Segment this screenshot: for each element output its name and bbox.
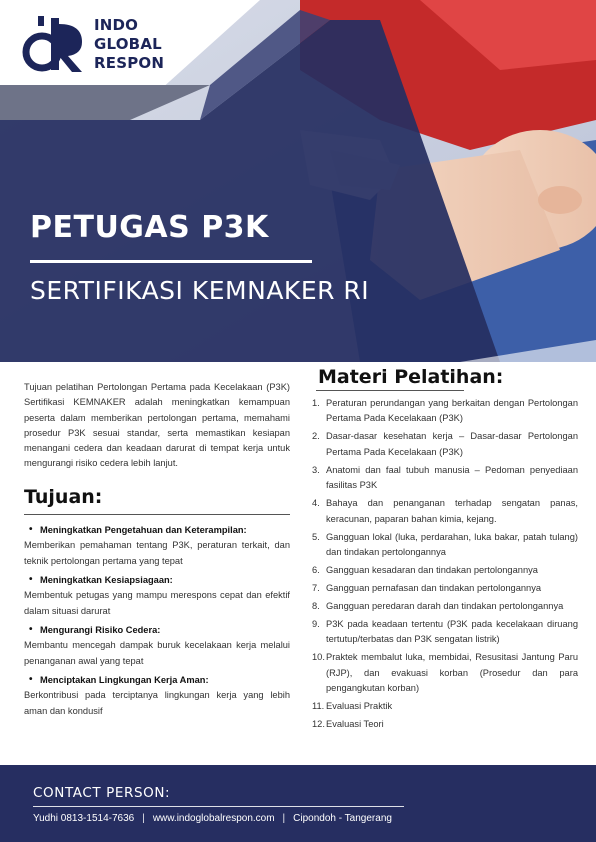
brand-logo <box>20 14 164 74</box>
contact-footer <box>0 765 596 842</box>
list-number: 5. <box>312 531 320 542</box>
contact-heading: CONTACT PERSON: <box>33 785 171 801</box>
right-column <box>312 366 578 735</box>
contact-separator: | <box>282 813 286 824</box>
contact-divider <box>33 806 404 807</box>
list-number: 6. <box>312 565 320 576</box>
materi-divider <box>316 390 464 391</box>
list-text: Evaluasi Praktik <box>326 701 393 712</box>
list-text: P3K pada keadaan tertentu (P3K pada kecelakaan diruang tertutup/terbatas dan P3K sengatan listrik) <box>326 619 578 645</box>
list-text: Bahaya dan penanganan terhadap sengatan panas, keracunan, paparan bahan kimia, kejang. <box>326 498 578 524</box>
contact-location: Cipondoh - Tangerang <box>293 813 392 824</box>
list-number: 2. <box>312 431 320 442</box>
materi-list <box>312 396 578 733</box>
list-item <box>312 463 578 494</box>
goal-title: • Menciptakan Lingkungan Kerja Aman: <box>24 673 290 687</box>
list-item <box>312 429 578 460</box>
goal-item <box>24 623 290 669</box>
list-item <box>312 650 578 696</box>
list-item <box>312 530 578 561</box>
goal-item <box>24 523 290 569</box>
brand-line-2: GLOBAL <box>94 34 162 53</box>
list-item <box>312 717 578 732</box>
brand-line-3: RESPON <box>94 53 165 72</box>
list-item <box>312 581 578 596</box>
page-subtitle: SERTIFIKASI KEMNAKER RI <box>30 276 370 305</box>
tujuan-heading: Tujuan: <box>24 485 103 508</box>
list-item <box>312 563 578 578</box>
list-item <box>312 617 578 648</box>
list-number: 10. <box>312 652 325 663</box>
list-item <box>312 496 578 527</box>
list-number: 9. <box>312 619 320 630</box>
goal-description: Membantu mencegah dampak buruk kecelakaan kerja melalui penanganan awal yang tepat <box>24 639 290 666</box>
list-text: Gangguan pernafasan dan tindakan pertolongannya <box>326 583 542 594</box>
goal-item <box>24 673 290 719</box>
goal-title: • Meningkatkan Kesiapsiagaan: <box>24 573 290 587</box>
contact-separator: | <box>142 813 145 824</box>
list-text: Peraturan perundangan yang berkaitan dengan Pertolongan Pertama Pada Kecelakaan (P3K) <box>326 398 578 424</box>
tujuan-divider <box>24 514 290 515</box>
list-number: 7. <box>312 583 320 594</box>
list-text: Gangguan lokal (luka, perdarahan, luka bakar, patah tulang) dan tindakan pertolongannya <box>326 531 578 558</box>
list-number: 11. <box>312 701 325 712</box>
contact-phone[interactable]: Yudhi 0813-1514-7636 <box>33 813 135 824</box>
materi-heading: Materi Pelatihan: <box>318 366 504 388</box>
contact-website-link[interactable]: www.indoglobalrespon.com <box>152 813 275 824</box>
goal-description: Memberikan pemahaman tentang P3K, peraturan terkait, dan teknik pertolongan pertama yang tepat <box>24 539 290 566</box>
list-text: Evaluasi Teori <box>326 719 384 730</box>
list-text: Gangguan kesadaran dan tindakan pertolongannya <box>326 565 538 576</box>
list-number: 8. <box>312 601 320 612</box>
list-text: Praktek membalut luka, membidai, Resusitasi Jantung Paru (RJP), dan evakuasi korban (Prosedur dan para pengangkutan korban) <box>326 652 578 694</box>
goal-title: • Meningkatkan Pengetahuan dan Keterampilan: <box>24 523 290 537</box>
list-number: 12. <box>312 719 325 730</box>
goal-description: Membentuk petugas yang mampu merespons cepat dan efektif dalam situasi darurat <box>24 589 290 616</box>
left-column <box>24 380 290 723</box>
brand-line-1: INDO <box>94 15 139 34</box>
brand-logo-icon <box>20 14 86 74</box>
contact-info <box>33 813 392 824</box>
list-item <box>312 396 578 427</box>
list-item <box>312 699 578 714</box>
list-item <box>312 599 578 614</box>
list-text: Gangguan peredaran darah dan tindakan pertolongannya <box>326 601 564 612</box>
list-number: 4. <box>312 498 320 509</box>
brand-name <box>94 16 164 73</box>
title-divider <box>30 260 312 263</box>
hero-banner <box>0 0 596 362</box>
list-text: Anatomi dan faal tubuh manusia – Pedoman penyediaan fasilitas P3K <box>326 464 578 491</box>
goal-title: • Mengurangi Risiko Cedera: <box>24 623 290 637</box>
list-text: Dasar-dasar kesehatan kerja – Dasar-dasar Pertolongan Pertama Pada Kecelakaan (P3K) <box>326 431 578 457</box>
list-number: 1. <box>312 398 320 408</box>
intro-paragraph: Tujuan pelatihan Pertolongan Pertama pada Kecelakaan (P3K) Sertifikasi KEMNAKER adalah meningkatkan kemampuan peserta dalam memberikan pertolongan pertama, memahami prosedur P3K sesuai standar, serta memastikan kesiapan menangani cedera dan keadaan darurat di tempat kerja untuk mengurangi risiko cedera lebih lanjut. <box>24 382 290 469</box>
page-title: PETUGAS P3K <box>30 210 269 245</box>
goal-item <box>24 573 290 619</box>
list-number: 3. <box>312 464 320 475</box>
goal-description: Berkontribusi pada terciptanya lingkungan kerja yang lebih aman dan kondusif <box>24 689 290 716</box>
